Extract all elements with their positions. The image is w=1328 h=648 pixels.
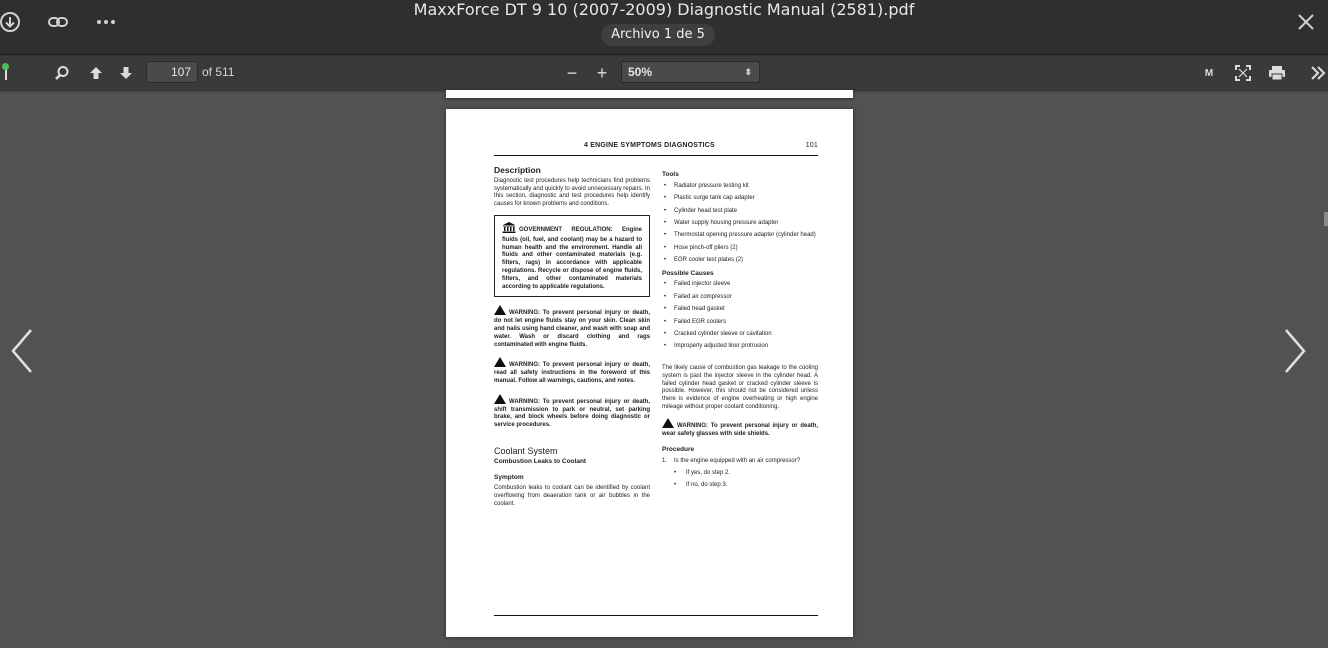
warning-block [494,394,650,430]
list-item: • Radiator pressure testing kit [662,183,818,191]
tools-list [662,183,818,265]
file-title: MaxxForce DT 9 10 (2007-2009) Diagnostic Manual (2581).pdf [413,0,915,19]
zoom-in-button[interactable]: + [596,62,608,83]
list-item: • Cylinder head test plate [662,208,818,216]
pdf-page [446,109,853,637]
warning-block [662,418,818,439]
search-icon[interactable] [50,61,74,85]
list-item: • If yes, do step 2. [662,470,818,478]
causes-list [662,281,818,351]
warning-text: WARNING: To prevent personal injury or death, do not let engine fluids stay on your skin. Clean skin and nails using hand cleaner, and wash with soap and water. Wash or discard clothing and rags contaminated with engine fluids. [494,310,650,348]
pdf-viewer[interactable] [0,90,1328,648]
gov-regulation-box [494,215,650,297]
zoom-value: 50% [628,65,653,79]
previous-page-icon[interactable] [84,61,108,85]
list-item: • EGR cooler test plates (2) [662,257,818,265]
previous-page [446,90,853,98]
right-column [662,169,818,494]
list-item: • Plastic surge tank cap adapter [662,195,818,203]
list-item: • If no, do step 3. [662,482,818,490]
tools-heading: Tools [662,171,679,178]
list-item: • Failed injector sleeve [662,281,818,289]
previous-file-button[interactable] [7,326,37,376]
page-total: of 511 [202,65,235,79]
print-icon[interactable] [1265,61,1289,85]
warning-icon [662,418,674,428]
list-item: • Failed head gasket [662,306,818,314]
zoom-out-button[interactable]: − [566,62,578,83]
pdf-toolbar [0,54,1328,90]
section-title: 4 ENGINE SYMPTOMS DIAGNOSTICS [584,142,715,149]
likely-cause-text: The likely cause of combustion gas leakage to the cooling system is past the injector sleeve in the cylinder head. A failed cylinder head gasket or cracked cylinder sleeve is possible. However, this should not be considered unless there is evidence of engine overheating or high engine mileage without proper coolant conditioning. [662,365,818,411]
coolant-heading: Coolant System [494,445,558,456]
tools-icon[interactable] [1306,61,1328,85]
warning-text: WARNING: To prevent personal injury or death, shift transmission to park or neutral, set parking brake, and block wheels before doing diagnostic or service procedures. [494,398,650,429]
fullscreen-icon[interactable] [1231,61,1255,85]
header-rule [494,155,818,156]
list-item: • Water supply housing pressure adapter [662,220,818,228]
warning-block [494,357,650,385]
chevron-updown-icon: ⬍ [744,67,752,77]
modal-header [0,0,1328,54]
warning-icon [494,305,506,315]
next-page-icon[interactable] [114,61,138,85]
causes-heading: Possible Causes [662,269,714,277]
chevron-right-icon [1282,328,1308,374]
warning-block [494,305,650,349]
chevron-left-icon [9,328,35,374]
file-counter: Archivo 1 de 5 [601,24,715,46]
government-building-icon [502,222,516,237]
step-text: Is the engine equipped with an air compressor? [674,458,801,465]
close-icon[interactable] [1294,10,1318,34]
list-item: • Hose pinch-off pliers (2) [662,245,818,253]
procedure-step [662,458,818,466]
scrollbar-thumb[interactable] [1324,212,1328,226]
warning-icon [494,357,506,367]
page-number-input[interactable] [146,61,198,83]
symptom-heading: Symptom [494,473,524,481]
list-item: • Failed air compressor [662,294,818,302]
warning-text: WARNING: To prevent personal injury or death, read all safety instructions in the foreword of this manual. Follow all warnings, cautions, and notes. [494,362,650,384]
description-heading: Description [494,165,541,175]
list-item: • Improperly adjusted liner protrusion [662,343,818,351]
symptom-text: Combustion leaks to coolant can be identified by coolant overflowing from deaeration tank or air bubbles in the coolant. [494,485,650,507]
gov-regulation-text: GOVERNMENT REGULATION: Engine fluids (oil, fuel, and coolant) may be a hazard to human health and the environment. Handle all fluids and other contaminated materials (e.g. filters, rags) in accordance with applicable regulations. Recycle or dispose of engine fluids, filters, and other contaminated materials according to applicable regulations. [502,226,642,290]
warning-icon [494,394,506,404]
coolant-subheading: Combustion Leaks to Coolant [494,457,587,465]
pdf-page-number: 101 [805,142,818,149]
zoom-select[interactable] [621,61,760,83]
description-text: Diagnostic test procedures help technicians find problems systematically and quickly to avoid unnecessary repairs. In this section, diagnostic and test procedures help identify causes for known problems and conditions. [494,177,650,208]
list-item: • Failed EGR coolers [662,319,818,327]
next-file-button[interactable] [1280,326,1310,376]
list-item: • Thermostat opening pressure adapter (cylinder head) [662,232,818,240]
procedure-heading: Procedure [662,446,695,454]
left-column [494,167,650,515]
warning-text: WARNING: To prevent personal injury or death, wear safety glasses with side shields. [662,422,818,437]
list-item: • Cracked cylinder sleeve or cavitation [662,331,818,339]
footer-rule [494,615,818,616]
step-number: 1. [662,458,668,465]
mode-button[interactable]: M [1204,67,1214,79]
status-dot [2,63,9,70]
